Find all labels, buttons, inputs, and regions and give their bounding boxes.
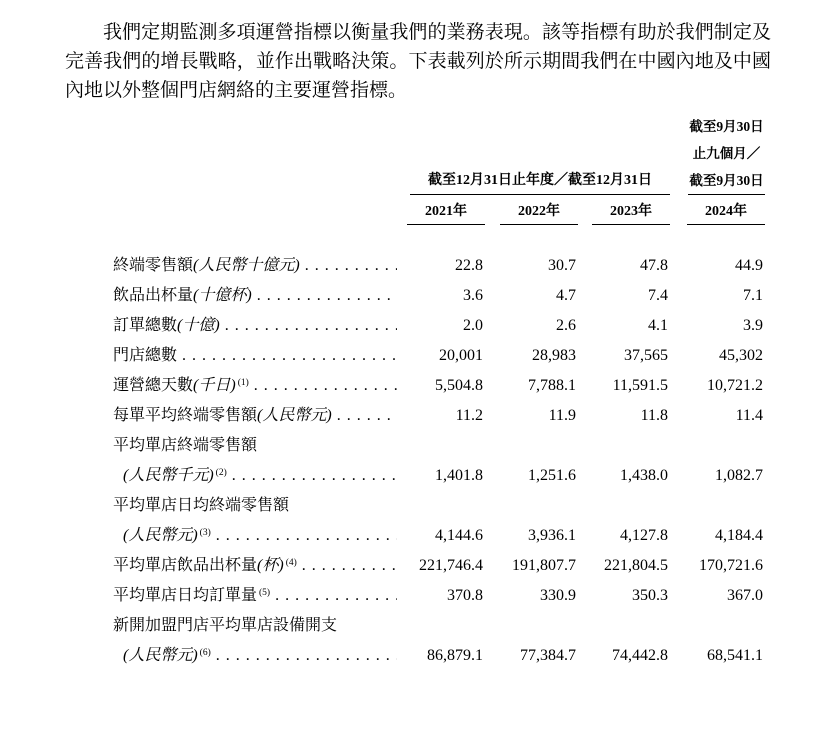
row-label — [113, 611, 397, 641]
metric-unit: (人民幣元) — [123, 527, 198, 544]
row-value-2024: 170,721.6 — [699, 557, 763, 574]
table-row — [113, 611, 765, 641]
row-value-2021: 4,144.6 — [435, 527, 483, 544]
year-group-header-text: 截至12月31日止年度／截至12月31日 — [410, 167, 670, 195]
dot-leader — [297, 551, 397, 581]
year-column-2024-label: 2024年 — [687, 199, 765, 225]
nine-month-period-header — [670, 113, 765, 195]
row-label-text — [113, 371, 249, 401]
table-row — [113, 341, 765, 371]
dot-leader — [249, 371, 397, 401]
row-value-2024: 10,721.2 — [707, 377, 763, 394]
row-label-text — [113, 491, 289, 521]
row-label — [113, 581, 397, 611]
row-value-2024 — [670, 491, 765, 521]
intro-paragraph: 我們定期監測多項運營指標以衡量我們的業務表現。該等指標有助於我們制定及完善我們的增長戰略，並作出戰略決策。下表載列於所示期間我們在中國內地及中國內地以外整個門店網絡的主要運營指標。 — [65, 22, 771, 101]
row-value-2022: 77,384.7 — [520, 647, 576, 664]
dot-leader — [177, 341, 397, 371]
row-label-text — [123, 641, 211, 671]
metric-name: 新開加盟門店平均單店設備開支 — [113, 617, 338, 634]
row-value-2022: 30.7 — [548, 257, 576, 274]
row-value-2022: 7,788.1 — [528, 377, 576, 394]
table-row — [113, 281, 765, 311]
dot-leader — [300, 251, 397, 281]
row-value-2021: 221,746.4 — [419, 557, 483, 574]
row-value-2023 — [578, 431, 670, 461]
row-value-2023: 1,438.0 — [620, 467, 668, 484]
year-columns-row — [113, 199, 765, 225]
row-label — [113, 461, 397, 491]
row-value-2022 — [485, 431, 578, 461]
row-label — [113, 281, 397, 311]
year-column-2024 — [670, 199, 765, 225]
row-value-2024: 4,184.4 — [715, 527, 763, 544]
row-label — [113, 551, 397, 581]
footnote-marker: (4) — [285, 558, 297, 568]
metric-unit: (人民幣十億元) — [193, 257, 300, 274]
row-label — [113, 311, 397, 341]
dot-leader — [270, 581, 397, 611]
row-label — [113, 491, 397, 521]
row-label-text — [113, 551, 297, 581]
row-value-2021 — [397, 431, 485, 461]
table-row — [113, 251, 765, 281]
row-label-text — [113, 611, 337, 641]
row-label-text — [113, 251, 300, 281]
table-row — [113, 401, 765, 431]
row-value-2023: 47.8 — [640, 257, 668, 274]
year-group-header — [397, 167, 670, 195]
footnote-marker: (1) — [237, 378, 249, 388]
metric-name: 終端零售額 — [113, 257, 194, 274]
row-value-2021 — [397, 611, 485, 641]
metric-name: 每單平均終端零售額 — [113, 407, 258, 424]
row-value-2023: 221,804.5 — [604, 557, 668, 574]
row-value-2022: 330.9 — [540, 587, 576, 604]
year-column-2021-label: 2021年 — [407, 199, 485, 225]
row-value-2022: 28,983 — [532, 347, 576, 364]
row-label — [113, 521, 397, 551]
table-header — [113, 113, 765, 195]
metric-unit: (人民幣元) — [257, 407, 332, 424]
row-value-2021: 1,401.8 — [435, 467, 483, 484]
footnote-marker: (2) — [215, 468, 227, 478]
row-label-text — [113, 431, 257, 461]
row-value-2021: 2.0 — [463, 317, 483, 334]
dot-leader — [220, 311, 397, 341]
row-value-2024 — [670, 431, 765, 461]
row-value-2022: 4.7 — [556, 287, 576, 304]
row-value-2021: 370.8 — [447, 587, 483, 604]
row-value-2023: 4.1 — [648, 317, 668, 334]
year-column-2021 — [397, 199, 485, 225]
row-value-2024: 11.4 — [735, 407, 763, 424]
row-label — [113, 641, 397, 671]
row-value-2021: 22.8 — [455, 257, 483, 274]
metric-unit: (十億杯) — [193, 287, 252, 304]
row-value-2023 — [578, 491, 670, 521]
year-column-2023 — [578, 199, 670, 225]
footnote-marker: (6) — [199, 648, 211, 658]
row-value-2022: 3,936.1 — [528, 527, 576, 544]
footnote-marker: (5) — [259, 588, 271, 598]
metric-name: 運營總天數 — [113, 377, 194, 394]
row-value-2022 — [485, 491, 578, 521]
row-label-text — [123, 461, 227, 491]
row-label — [113, 251, 397, 281]
dot-leader — [211, 641, 397, 671]
table-row — [113, 641, 765, 671]
year-column-2022 — [485, 199, 578, 225]
table-row — [113, 431, 765, 461]
metric-name: 門店總數 — [113, 347, 178, 364]
row-label-text — [113, 281, 252, 311]
operating-metrics-table — [113, 113, 765, 671]
metric-unit: (杯) — [257, 557, 284, 574]
period-line-1: 截至9月30日 — [689, 119, 764, 134]
table-row — [113, 521, 765, 551]
row-value-2023: 350.3 — [632, 587, 668, 604]
footnote-marker: (3) — [199, 528, 211, 538]
table-row — [113, 551, 765, 581]
year-column-2022-label: 2022年 — [500, 199, 578, 225]
row-value-2022: 11.9 — [548, 407, 576, 424]
metric-name: 飲品出杯量 — [113, 287, 194, 304]
metric-unit: (千日) — [193, 377, 236, 394]
row-value-2021: 11.2 — [455, 407, 483, 424]
row-value-2021: 20,001 — [439, 347, 483, 364]
metric-unit: (人民幣元) — [123, 647, 198, 664]
row-value-2021: 5,504.8 — [435, 377, 483, 394]
table-row — [113, 581, 765, 611]
row-label-text — [113, 311, 220, 341]
row-label-text — [113, 401, 332, 431]
metric-name: 平均單店終端零售額 — [113, 437, 258, 454]
row-label — [113, 341, 397, 371]
row-value-2024 — [670, 611, 765, 641]
year-label-spacer — [113, 199, 397, 225]
row-value-2023: 11,591.5 — [612, 377, 668, 394]
row-value-2021 — [397, 491, 485, 521]
metric-name: 平均單店日均訂單量 — [113, 587, 258, 604]
table-row — [113, 371, 765, 401]
row-label — [113, 401, 397, 431]
row-value-2021: 86,879.1 — [427, 647, 483, 664]
dot-leader — [252, 281, 397, 311]
dot-leader — [211, 521, 397, 551]
metric-unit: (人民幣千元) — [123, 467, 214, 484]
dot-leader — [332, 401, 397, 431]
row-value-2024: 367.0 — [727, 587, 763, 604]
row-value-2023 — [578, 611, 670, 641]
row-value-2022: 1,251.6 — [528, 467, 576, 484]
table-row — [113, 491, 765, 521]
row-value-2024: 1,082.7 — [715, 467, 763, 484]
period-line-2: 止九個月／ — [692, 146, 761, 161]
metric-unit: (十億) — [177, 317, 220, 334]
row-value-2023: 7.4 — [648, 287, 668, 304]
row-value-2024: 45,302 — [719, 347, 763, 364]
row-value-2023: 4,127.8 — [620, 527, 668, 544]
row-value-2022: 2.6 — [556, 317, 576, 334]
row-label-text — [123, 521, 211, 551]
row-value-2021: 3.6 — [463, 287, 483, 304]
row-value-2023: 74,442.8 — [612, 647, 668, 664]
year-column-2023-label: 2023年 — [592, 199, 670, 225]
row-value-2024: 7.1 — [743, 287, 763, 304]
table-row — [113, 311, 765, 341]
dot-leader — [227, 461, 397, 491]
row-value-2023: 37,565 — [624, 347, 668, 364]
row-label — [113, 371, 397, 401]
nine-month-period-header-text — [688, 113, 765, 195]
table-row — [113, 461, 765, 491]
row-value-2022 — [485, 611, 578, 641]
row-label — [113, 431, 397, 461]
period-line-3: 截至9月30日 — [689, 173, 764, 188]
metric-name: 平均單店飲品出杯量 — [113, 557, 258, 574]
row-value-2023: 11.8 — [640, 407, 668, 424]
row-value-2024: 3.9 — [743, 317, 763, 334]
row-label-text — [113, 341, 177, 371]
row-value-2024: 68,541.1 — [707, 647, 763, 664]
metric-name: 平均單店日均終端零售額 — [113, 497, 290, 514]
row-value-2022: 191,807.7 — [512, 557, 576, 574]
row-label-text — [113, 581, 270, 611]
table-body — [113, 251, 765, 671]
metric-name: 訂單總數 — [113, 317, 178, 334]
row-value-2024: 44.9 — [735, 257, 763, 274]
